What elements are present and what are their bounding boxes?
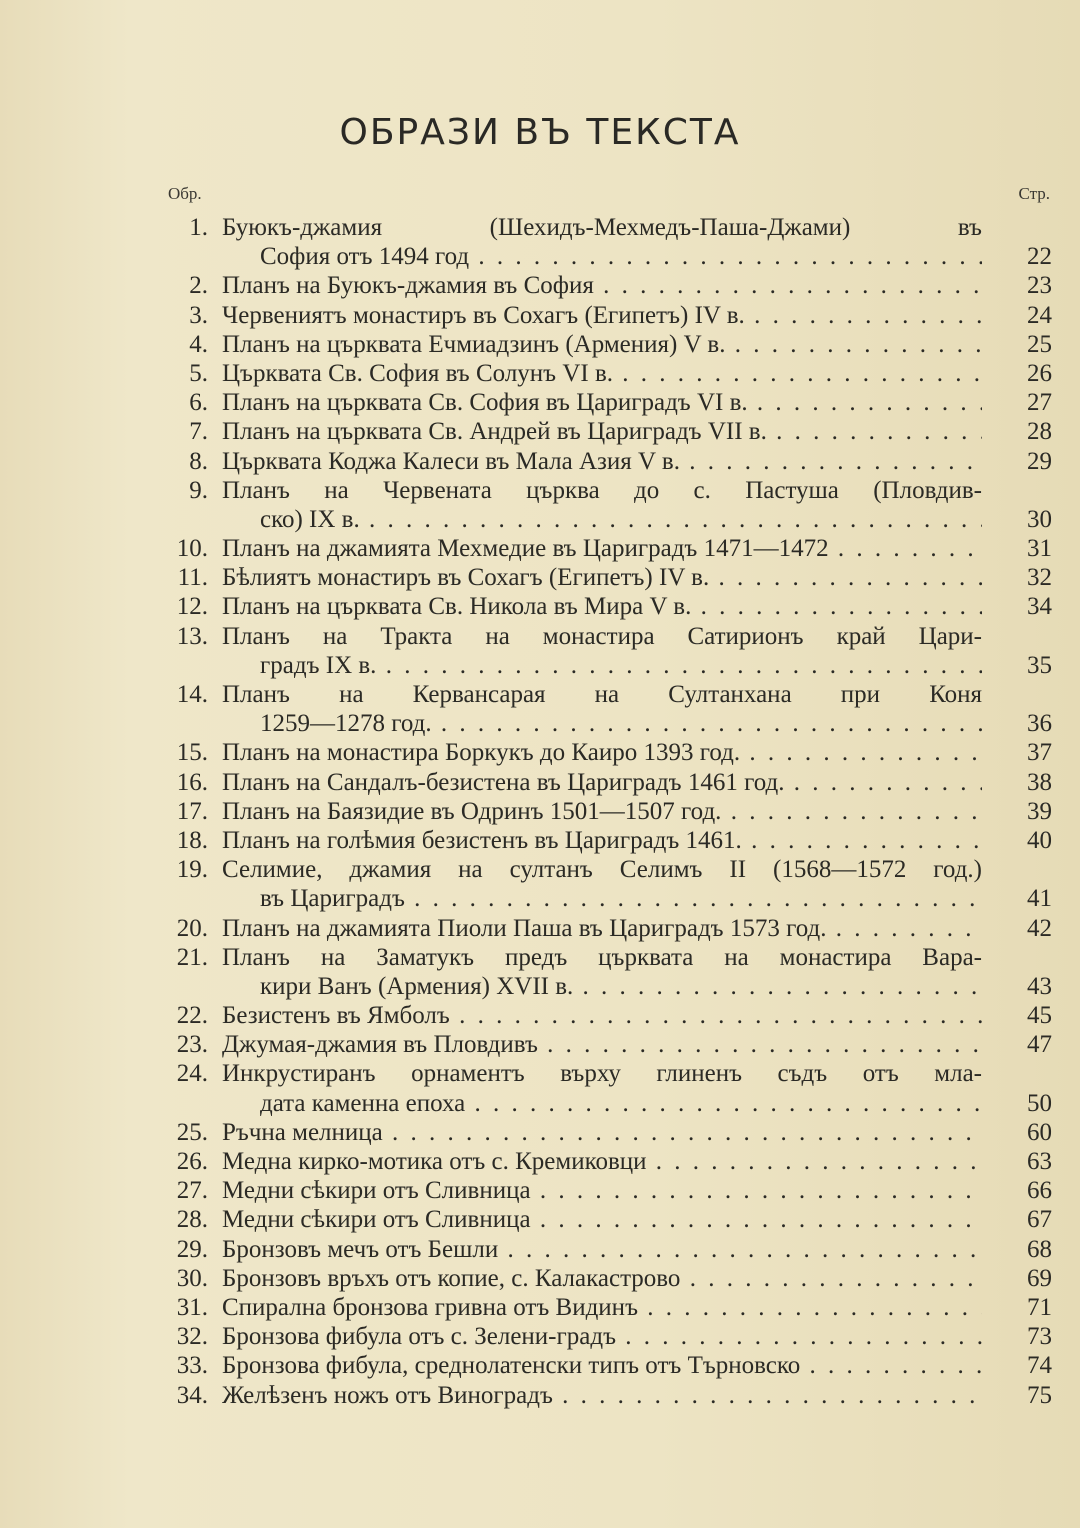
figure-entry-line <box>0 651 1080 680</box>
figure-caption: София отъ 1494 год . . . <box>260 242 982 271</box>
figure-number: 18. <box>176 826 208 854</box>
figure-entry <box>0 826 1080 855</box>
figure-entry-line <box>0 417 1080 446</box>
figure-caption: Планъ на църквата Ечмиадзинъ (Армения) V в. . . . <box>222 330 982 359</box>
figure-entry-line <box>0 476 1080 505</box>
figure-entry-line <box>0 1351 1080 1380</box>
figure-number: 4. <box>189 330 208 358</box>
figure-number: 1. <box>189 214 208 241</box>
figure-caption: Желѣзенъ ножъ отъ Виноградъ . . . <box>222 1381 982 1410</box>
figure-caption: Планъ на църквата Св. Андрей въ Цариградъ VII в. . . . <box>222 417 982 446</box>
figure-number: 11. <box>177 564 208 592</box>
figure-caption: Медна кирко-мотика отъ с. Кремиковци . . . <box>222 1147 982 1176</box>
figure-entry <box>0 271 1080 300</box>
page-number: 74 <box>1027 1352 1052 1380</box>
figure-entry-line <box>0 388 1080 417</box>
figure-caption: Планъ на църквата Св. Никола въ Мира V в. . . . <box>222 592 982 621</box>
figure-caption: кири Ванъ (Армения) XVII в. . . . <box>260 972 982 1001</box>
figure-entry-line <box>0 1293 1080 1322</box>
figure-caption: Планъ на Баязидие въ Одринъ 1501—1507 год. . . . <box>222 797 982 826</box>
page-number: 27 <box>1027 389 1052 417</box>
figure-entry-line <box>0 768 1080 797</box>
figure-entry-line <box>0 505 1080 534</box>
page-column-header: Стр. <box>1018 184 1050 203</box>
figure-caption: Медни сѣкири отъ Сливница . . . <box>222 1205 982 1234</box>
figure-entry <box>0 417 1080 446</box>
figure-caption: Бронзовъ връхъ отъ копие, с. Калакастрово . . . <box>222 1264 982 1293</box>
figure-entry-line <box>0 680 1080 709</box>
figure-entry-line <box>0 1381 1080 1410</box>
figure-entry <box>0 943 1080 1001</box>
page-number: 38 <box>1027 768 1052 796</box>
figure-entry-line <box>0 1205 1080 1234</box>
figure-caption: Планъ на Буюкъ-джамия въ София . . . <box>222 271 982 300</box>
figure-number: 28. <box>176 1206 208 1234</box>
page-number: 43 <box>1027 972 1052 1000</box>
figure-entry <box>0 914 1080 943</box>
page-number: 32 <box>1027 564 1052 592</box>
figure-caption: дата каменна епоха . . . <box>260 1089 982 1118</box>
figure-entry-line <box>0 271 1080 300</box>
figure-caption: Инкрустиранъ орнаментъ върху глиненъ съдъ отъ мла- <box>222 1060 982 1088</box>
figure-entry <box>0 855 1080 913</box>
figure-entry-line <box>0 826 1080 855</box>
figure-number: 25. <box>176 1118 208 1146</box>
figure-number: 2. <box>189 272 208 300</box>
figure-column-header: Обр. <box>168 184 202 203</box>
figure-caption: Църквата Коджа Калеси въ Мала Азия V в. . . . <box>222 447 982 476</box>
figure-number: 6. <box>189 389 208 417</box>
figure-entry-line <box>0 1264 1080 1293</box>
figure-number: 8. <box>189 447 208 475</box>
figure-number: 17. <box>176 797 208 825</box>
figure-number: 14. <box>176 681 208 708</box>
figure-caption: Джумая-джамия въ Пловдивъ . . . <box>222 1030 982 1059</box>
figure-number: 34. <box>176 1381 208 1409</box>
page-number: 75 <box>1027 1381 1052 1409</box>
page-number: 35 <box>1027 651 1052 679</box>
figure-caption: Планъ на Сандалъ-безистена въ Цариградъ 1461 год. . . . <box>222 768 982 797</box>
page-number: 30 <box>1027 505 1052 533</box>
figure-entry <box>0 592 1080 621</box>
figure-entry-line <box>0 447 1080 476</box>
figure-entry-line <box>0 1059 1080 1088</box>
figure-caption: Планъ на Заматукъ предъ църквата на монастира Вара- <box>222 943 982 971</box>
figure-number: 3. <box>189 301 208 329</box>
figure-entry <box>0 1322 1080 1351</box>
page-number: 37 <box>1027 739 1052 767</box>
figure-entry <box>0 447 1080 476</box>
figure-caption: Безистенъ въ Ямболъ . . . <box>222 1001 982 1030</box>
page-title: ОБРАЗИ ВЪ ТЕКСТА <box>339 112 741 153</box>
figure-entry <box>0 476 1080 534</box>
figure-number: 5. <box>189 359 208 387</box>
page-number: 42 <box>1027 914 1052 942</box>
figure-caption: 1259—1278 год. . . . <box>260 709 982 738</box>
figure-caption: Планъ на Червената църква до с. Пастуша (Пловдив- <box>222 476 982 504</box>
figure-entry-line <box>0 563 1080 592</box>
page-number: 26 <box>1027 359 1052 387</box>
figure-entry <box>0 622 1080 680</box>
page-number: 25 <box>1027 330 1052 358</box>
page-number: 22 <box>1027 243 1052 271</box>
figure-entry-line <box>0 1089 1080 1118</box>
page-number: 24 <box>1027 301 1052 329</box>
figure-number: 22. <box>176 1002 208 1030</box>
figure-caption: Бронзова фибула, среднолатенски типъ отъ Търновско . . . <box>222 1351 982 1380</box>
figure-caption: въ Цариградъ . . . <box>260 884 982 913</box>
figure-number: 20. <box>176 914 208 942</box>
figure-entry <box>0 563 1080 592</box>
figure-entry-line <box>0 884 1080 913</box>
figure-caption: Църквата Св. София въ Солунъ VI в. . . . <box>222 359 982 388</box>
figure-entry-line <box>0 1030 1080 1059</box>
page-number: 34 <box>1027 593 1052 621</box>
figure-caption: Бронзова фибула отъ с. Зелени-градъ . . . <box>222 1322 982 1351</box>
figure-entry-line <box>0 855 1080 884</box>
page-number: 71 <box>1027 1293 1052 1321</box>
figure-entry <box>0 1235 1080 1264</box>
figure-caption: Планъ на Тракта на монастира Сатирионъ край Цари- <box>222 622 982 650</box>
page-number: 66 <box>1027 1177 1052 1205</box>
figure-entry <box>0 1147 1080 1176</box>
page-number: 45 <box>1027 1002 1052 1030</box>
page-number: 67 <box>1027 1206 1052 1234</box>
figure-entry-line <box>0 242 1080 271</box>
figure-entry-line <box>0 213 1080 242</box>
figure-entry <box>0 1001 1080 1030</box>
page-number: 40 <box>1027 826 1052 854</box>
figure-entry-line <box>0 1147 1080 1176</box>
figure-entry-line <box>0 1001 1080 1030</box>
figure-entry <box>0 330 1080 359</box>
figure-number: 33. <box>176 1352 208 1380</box>
figure-entry-line <box>0 534 1080 563</box>
figure-entry-line <box>0 622 1080 651</box>
page-number: 41 <box>1027 885 1052 913</box>
figure-entry-line <box>0 943 1080 972</box>
figure-entry-line <box>0 797 1080 826</box>
figure-caption: Планъ на джамията Пиоли Паша въ Цариградъ 1573 год. . . . <box>222 914 982 943</box>
figure-caption: Планъ на голѣмия безистенъ въ Цариградъ 1461. . . . <box>222 826 982 855</box>
figure-entry <box>0 1205 1080 1234</box>
figure-number: 7. <box>189 418 208 446</box>
page-number: 60 <box>1027 1118 1052 1146</box>
figure-number: 32. <box>176 1323 208 1351</box>
figure-number: 15. <box>176 739 208 767</box>
page-number: 39 <box>1027 797 1052 825</box>
page-number: 63 <box>1027 1148 1052 1175</box>
figure-entry-line <box>0 1176 1080 1205</box>
figure-caption: Планъ на Кервансарая на Султанхана при Коня <box>222 681 982 708</box>
page-number: 47 <box>1027 1031 1052 1059</box>
figure-entry-line <box>0 709 1080 738</box>
figure-entry-line <box>0 914 1080 943</box>
figure-number: 12. <box>176 593 208 621</box>
figure-entry <box>0 388 1080 417</box>
figure-entry-line <box>0 1322 1080 1351</box>
page-number: 50 <box>1027 1089 1052 1117</box>
page-number: 68 <box>1027 1235 1052 1263</box>
figure-entry-line <box>0 301 1080 330</box>
page-number: 69 <box>1027 1264 1052 1292</box>
figure-number: 24. <box>176 1060 208 1088</box>
figure-number: 30. <box>176 1264 208 1292</box>
figure-caption: Червениятъ монастиръ въ Сохагъ (Египетъ) IV в. . . . <box>222 301 982 330</box>
figure-caption: Бронзовъ мечъ отъ Бешли . . . <box>222 1235 982 1264</box>
page-number: 28 <box>1027 418 1052 446</box>
figure-entry <box>0 534 1080 563</box>
figure-number: 13. <box>176 622 208 650</box>
figure-caption: Медни сѣкири отъ Сливница . . . <box>222 1176 982 1205</box>
figure-entry <box>0 1351 1080 1380</box>
figure-number: 16. <box>176 768 208 796</box>
figure-entry <box>0 1030 1080 1059</box>
figure-entry-line <box>0 972 1080 1001</box>
figure-entry <box>0 213 1080 271</box>
figure-caption: Буюкъ-джамия (Шехидъ-Мехмедъ-Паша-Джами) въ <box>222 214 982 241</box>
page-number: 23 <box>1027 272 1052 300</box>
figure-number: 9. <box>189 476 208 504</box>
figure-caption: Спирална бронзова гривна отъ Видинъ . . . <box>222 1293 982 1322</box>
figure-caption: ско) IX в. . . . <box>260 505 982 534</box>
figure-number: 29. <box>176 1235 208 1263</box>
page-number: 29 <box>1027 447 1052 475</box>
figure-caption: Планъ на монастира Боркукъ до Каиро 1393 год. . . . <box>222 738 982 767</box>
figure-entry <box>0 359 1080 388</box>
figure-entry <box>0 680 1080 738</box>
page-number: 73 <box>1027 1323 1052 1351</box>
figure-caption: Бѣлиятъ монастиръ въ Сохагъ (Египетъ) IV в. . . . <box>222 563 982 592</box>
figure-caption: Планъ на църквата Св. София въ Цариградъ VI в. . . . <box>222 388 982 417</box>
figure-entry <box>0 797 1080 826</box>
figure-caption: градъ IX в. . . . <box>260 651 982 680</box>
figure-number: 10. <box>176 535 208 563</box>
figure-entry <box>0 1264 1080 1293</box>
figure-entry-line <box>0 359 1080 388</box>
page-number: 31 <box>1027 535 1052 563</box>
figure-entry-line <box>0 1118 1080 1147</box>
figure-caption: Планъ на джамията Мехмедие въ Цариградъ 1471—1472 . . . <box>222 534 982 563</box>
figure-entry <box>0 768 1080 797</box>
figure-entry <box>0 1293 1080 1322</box>
figure-list <box>0 213 1080 1410</box>
figure-entry <box>0 1176 1080 1205</box>
figure-entry <box>0 1381 1080 1410</box>
figure-number: 31. <box>176 1293 208 1321</box>
figure-entry <box>0 301 1080 330</box>
figure-number: 19. <box>176 856 208 884</box>
figure-entry-line <box>0 738 1080 767</box>
page-number: 36 <box>1027 710 1052 738</box>
figure-number: 21. <box>176 943 208 971</box>
figure-number: 27. <box>176 1177 208 1205</box>
figure-entry <box>0 1059 1080 1117</box>
figure-caption: Селимие, джамия на султанъ Селимъ II (1568—1572 год.) <box>222 856 982 884</box>
figure-number: 23. <box>176 1031 208 1059</box>
figure-entry-line <box>0 1235 1080 1264</box>
figure-caption: Ръчна мелница . . . <box>222 1118 982 1147</box>
figure-entry-line <box>0 330 1080 359</box>
figure-entry <box>0 738 1080 767</box>
figure-number: 26. <box>176 1148 208 1175</box>
figure-entry-line <box>0 592 1080 621</box>
figure-entry <box>0 1118 1080 1147</box>
